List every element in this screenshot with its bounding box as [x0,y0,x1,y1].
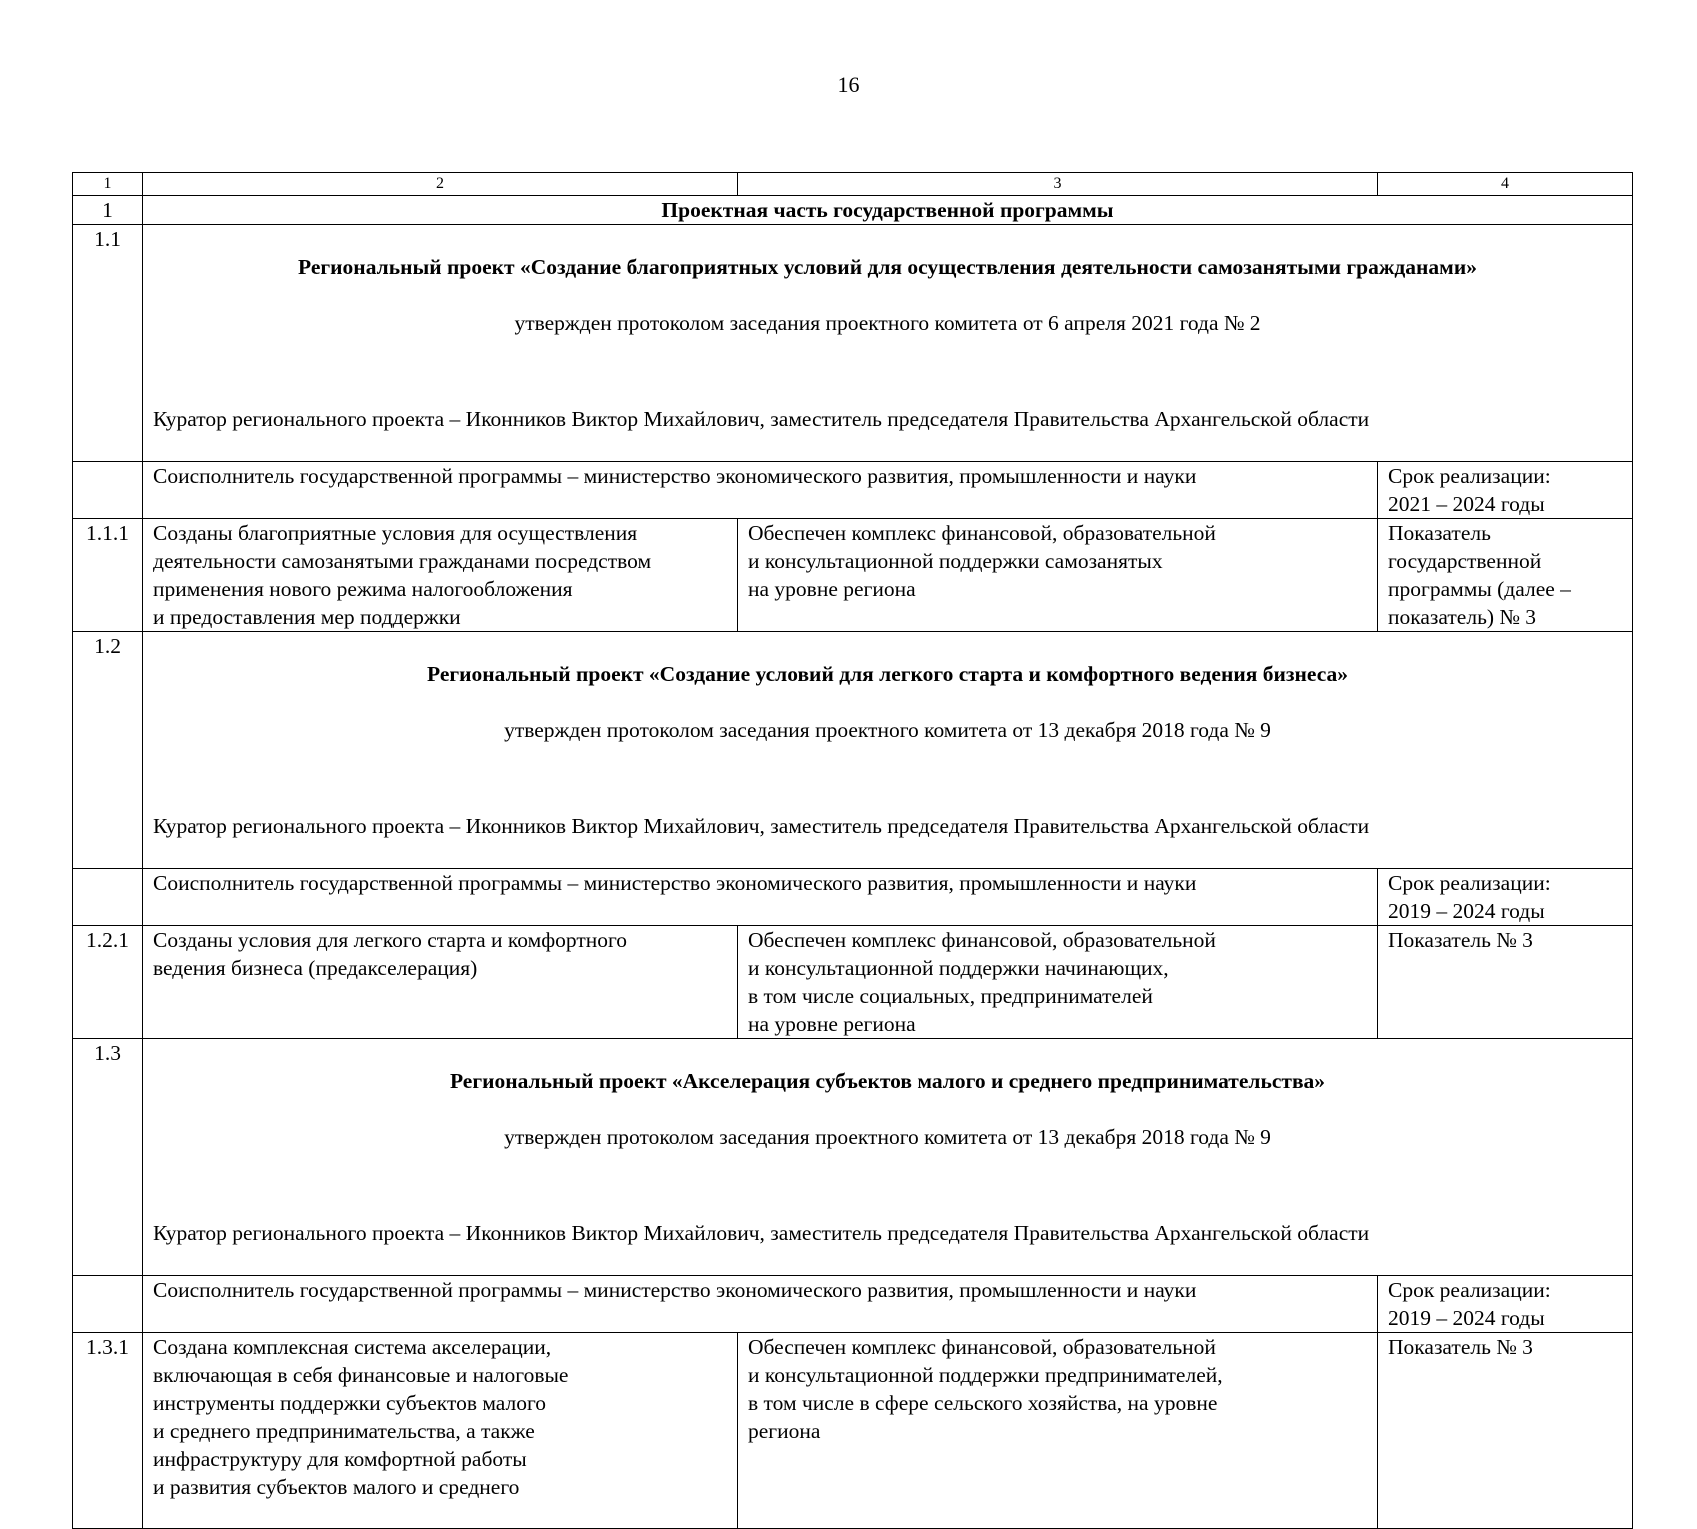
term: Срок реализации: 2019 – 2024 годы [1378,1276,1633,1333]
project-title: Региональный проект «Создание благоприятных условий для осуществления деятельности самозанятыми гражданами» [298,255,1477,279]
task-indicator: Показатель № 3 [1378,1333,1633,1529]
column-number: 4 [1378,173,1633,196]
part-row [73,196,1633,225]
task-row [73,926,1633,1039]
column-number: 2 [143,173,738,196]
project-curator: Куратор регионального проекта – Иконников Виктор Михайлович, заместитель председателя Правительства Архангельской области [153,407,1370,431]
task-row [73,519,1633,632]
column-number-row [73,173,1633,196]
task-result: Обеспечен комплекс финансовой, образовательной и консультационной поддержки начинающих, в том числе социальных, предпринимателей на уровне региона [738,926,1378,1039]
part-number: 1 [73,196,143,225]
column-number: 1 [73,173,143,196]
project-title: Региональный проект «Создание условий для легкого старта и комфортного ведения бизнеса» [426,662,1349,686]
task-text: Созданы благоприятные условия для осуществления деятельности самозанятыми гражданами посредством применения нового режима налогообложения и предоставления мер поддержки [143,519,738,632]
coexecutor-row [73,869,1633,926]
task-number: 1.2.1 [73,926,143,1039]
task-number: 1.3.1 [73,1333,143,1529]
term: Срок реализации: 2021 – 2024 годы [1378,462,1633,519]
coexecutor-row [73,1276,1633,1333]
task-row [73,1333,1633,1529]
part-title: Проектная часть государственной программы [143,196,1633,225]
project-info [143,1039,1633,1276]
column-number: 3 [738,173,1378,196]
program-table [72,172,1633,1529]
project-number: 1.1 [73,225,143,462]
task-indicator: Показатель № 3 [1378,926,1633,1039]
project-header-row [73,225,1633,462]
project-info [143,632,1633,869]
task-text: Созданы условия для легкого старта и комфортного ведения бизнеса (предакселерация) [143,926,738,1039]
page-number: 16 [837,72,860,97]
task-number: 1.1.1 [73,519,143,632]
project-approved: утвержден протоколом заседания проектного комитета от 6 апреля 2021 года № 2 [514,311,1261,335]
project-approved: утвержден протоколом заседания проектного комитета от 13 декабря 2018 года № 9 [504,1125,1271,1149]
coexecutor: Соисполнитель государственной программы – министерство экономического развития, промышленности и науки [143,462,1378,519]
project-number: 1.2 [73,632,143,869]
coexecutor: Соисполнитель государственной программы – министерство экономического развития, промышленности и науки [143,869,1378,926]
project-title: Региональный проект «Акселерация субъектов малого и среднего предпринимательства» [449,1069,1326,1093]
project-header-row [73,632,1633,869]
task-result: Обеспечен комплекс финансовой, образовательной и консультационной поддержки самозанятых на уровне региона [738,519,1378,632]
project-curator: Куратор регионального проекта – Иконников Виктор Михайлович, заместитель председателя Правительства Архангельской области [153,814,1370,838]
project-approved: утвержден протоколом заседания проектного комитета от 13 декабря 2018 года № 9 [504,718,1271,742]
coexecutor-row [73,462,1633,519]
project-curator: Куратор регионального проекта – Иконников Виктор Михайлович, заместитель председателя Правительства Архангельской области [153,1221,1370,1245]
term: Срок реализации: 2019 – 2024 годы [1378,869,1633,926]
task-indicator: Показатель государственной программы (далее – показатель) № 3 [1378,519,1633,632]
coexecutor: Соисполнитель государственной программы – министерство экономического развития, промышленности и науки [143,1276,1378,1333]
task-text: Создана комплексная система акселерации, включающая в себя финансовые и налоговые инструменты поддержки субъектов малого и среднего предпринимательства, а также инфраструктуру для комфортной работы и развития субъектов малого и среднего [143,1333,738,1529]
task-result: Обеспечен комплекс финансовой, образовательной и консультационной поддержки предпринимателей, в том числе в сфере сельского хозяйства, на уровне региона [738,1333,1378,1529]
project-number: 1.3 [73,1039,143,1276]
project-info [143,225,1633,462]
project-header-row [73,1039,1633,1276]
